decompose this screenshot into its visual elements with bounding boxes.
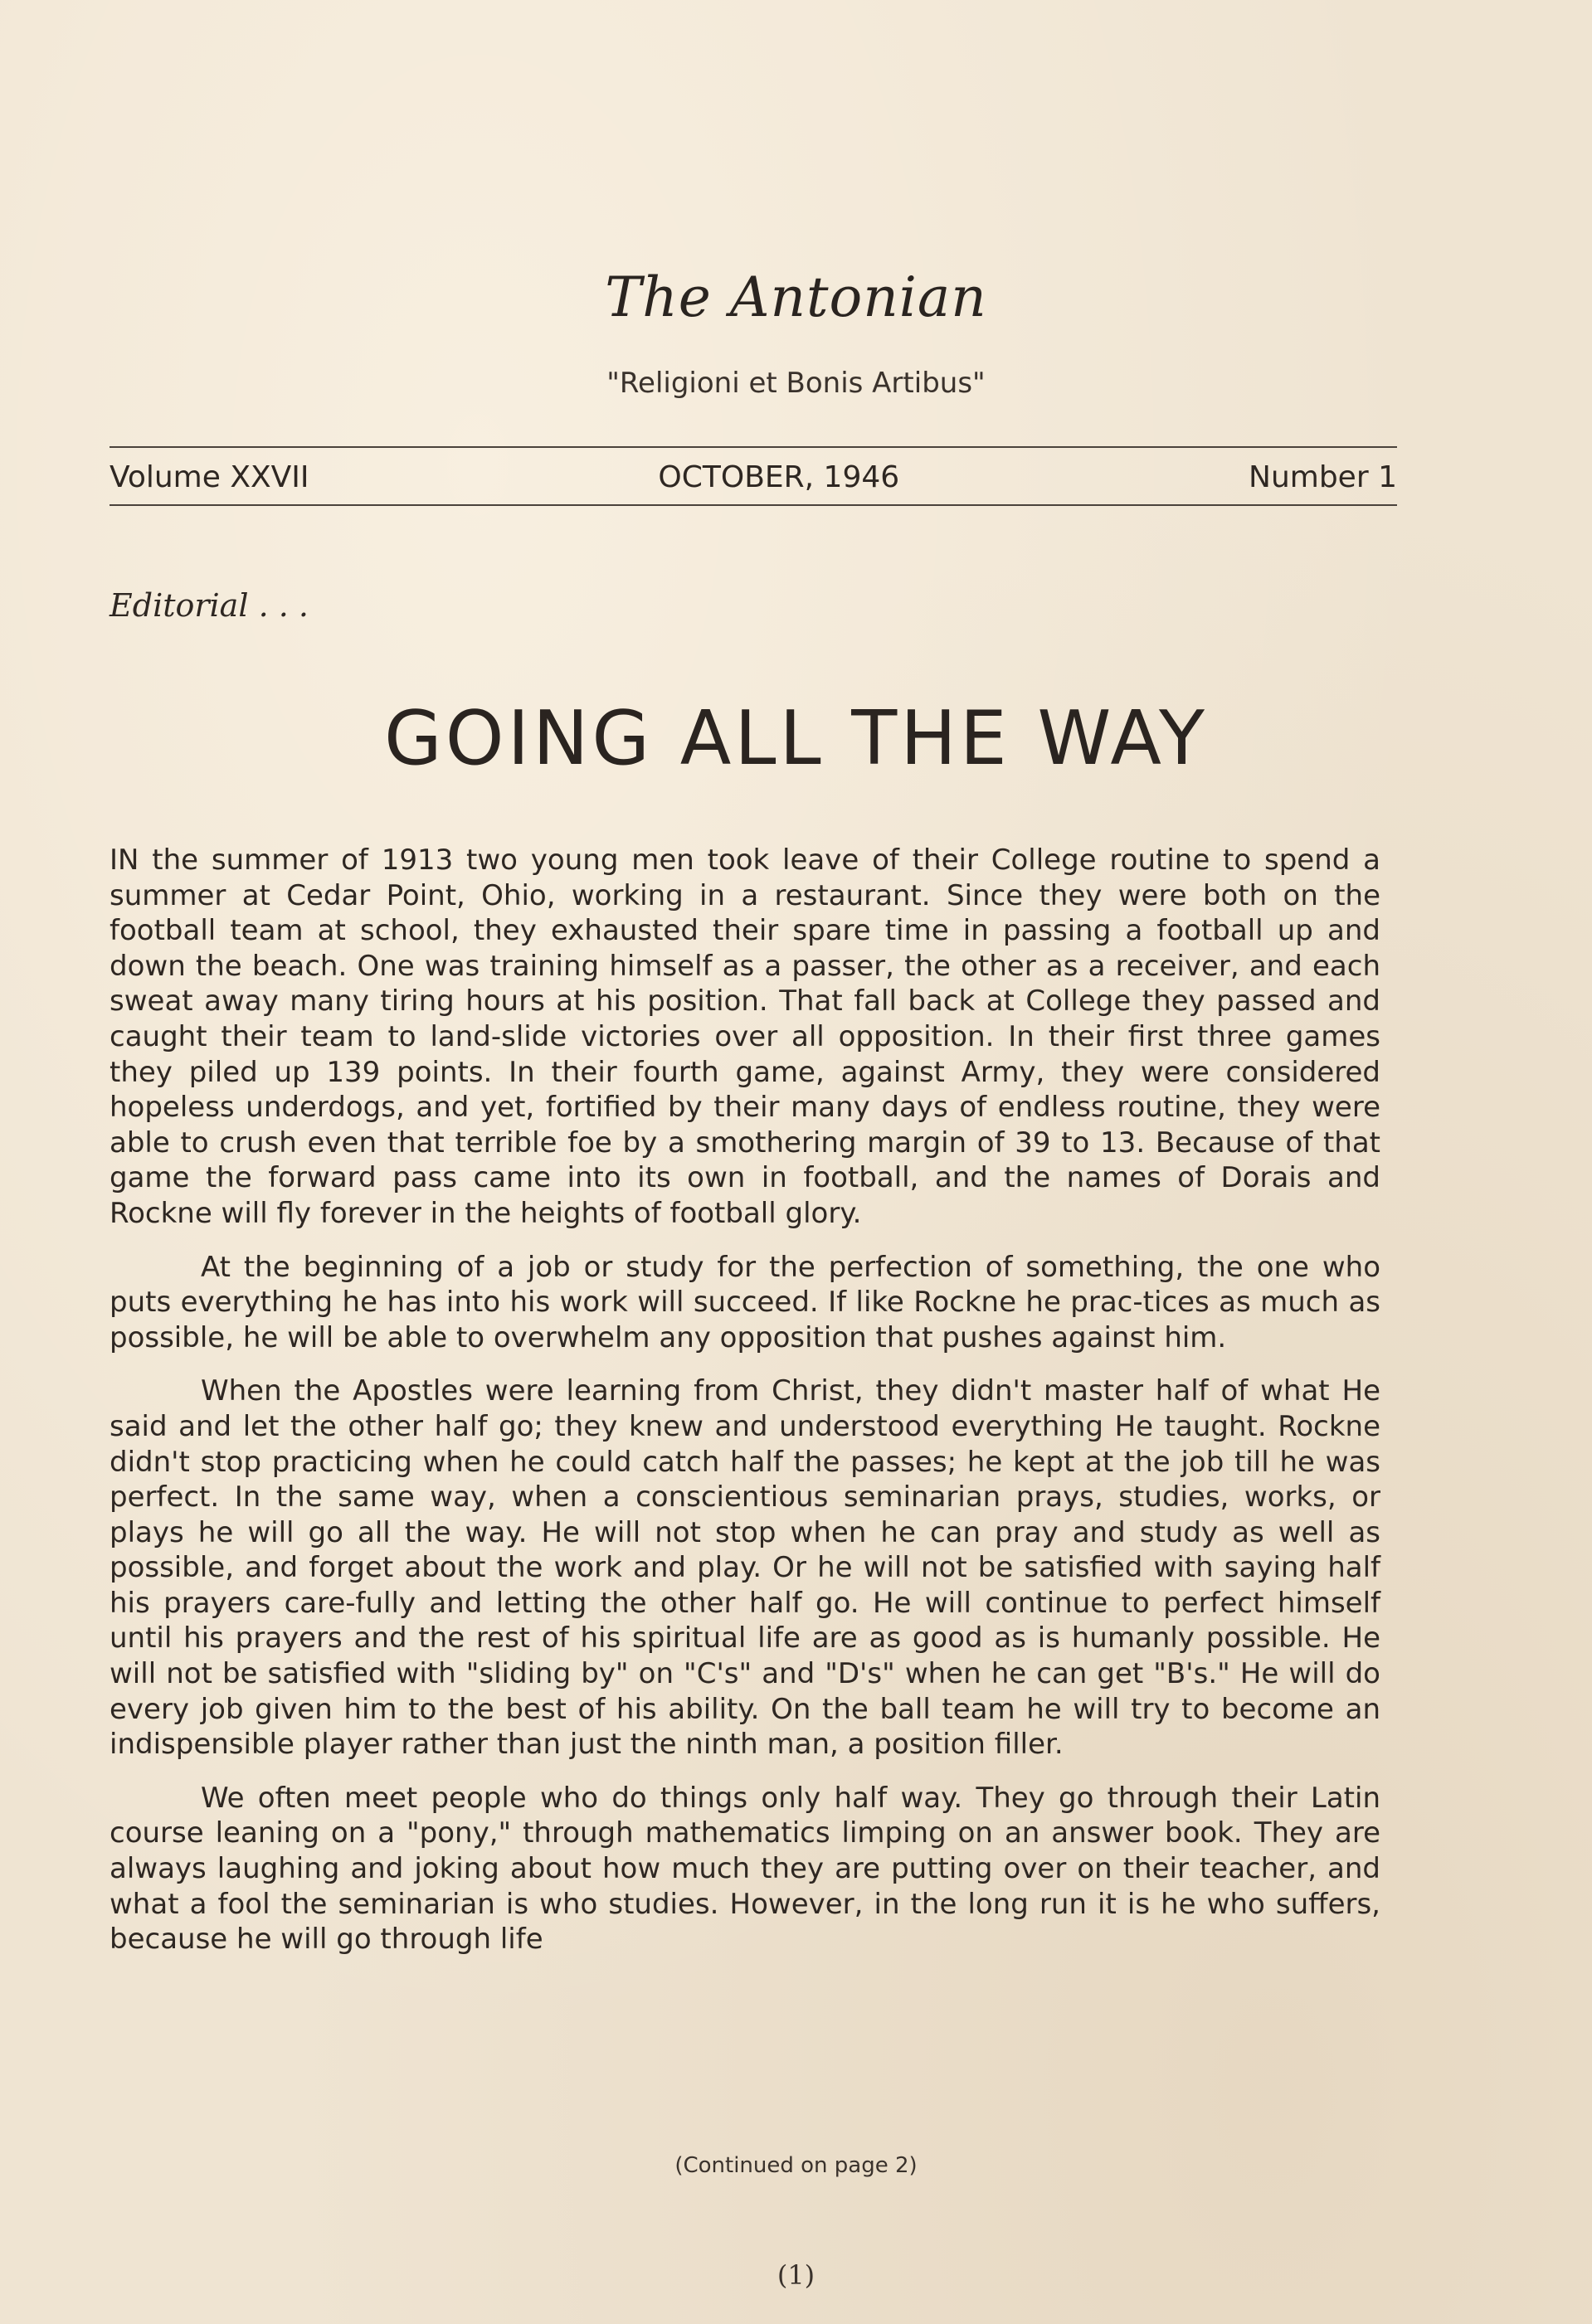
continued-note: (Continued on page 2) [674, 2153, 918, 2178]
article-paragraph: At the beginning of a job or study for the perfection of something, the one who puts everything he has into his work will succeed. If like Rockne he prac-tices as much as possible, he will be able to overwhelm any opposition that pushes against him. [110, 1250, 1380, 1354]
masthead-motto: "Religioni et Bonis Artibus" [606, 367, 986, 400]
issue-number: Number 1 [1249, 459, 1397, 494]
article-paragraph: IN the summer of 1913 two young men took leave of their College routine to spend a summer at Cedar Point, Ohio, working in a restaurant. Since they were both on the football team at school, they exhausted their spare time in passing a football up and down the beach. One was training himself as a passer, the other as a receiver, and each sweat away many tiring hours at his position. That fall back at College they passed and caught their team to land-slide victories over all opposition. In their first three games they piled up 139 points. In their fourth game, against Army, they were considered hopeless underdogs, and yet, fortified by their many days of endless routine, they were able to crush even that terrible foe by a smothering margin of 39 to 13. Because of that game the forward pass came into its own in football, and the names of Dorais and Rockne will fly forever in the heights of football glory. [110, 844, 1380, 1230]
masthead-title: The Antonian [605, 265, 987, 329]
issue-date: OCTOBER, 1946 [658, 459, 900, 494]
issue-info-row [110, 456, 1397, 498]
page-number: (1) [777, 2259, 815, 2291]
article-headline: GOING ALL THE WAY [383, 695, 1208, 782]
section-label: Editorial . . . [110, 587, 309, 624]
bottom-rule [110, 504, 1397, 506]
top-rule [110, 446, 1397, 448]
article-paragraph: When the Apostles were learning from Christ, they didn't master half of what He said and let the other half go; they knew and understood everything He taught. Rockne didn't stop practicing when he could catch half the passes; he kept at the job till he was perfect. In the same way, when a conscientious seminarian prays, studies, works, or plays he will go all the way. He will not stop when he can pray and study as well as possible, and forget about the work and play. Or he will not be satisfied with saying half his prayers care-fully and letting the other half go. He will continue to perfect himself until his prayers and the rest of his spiritual life are as good as is humanly possible. He will not be satisfied with "sliding by" on "C's" and "D's" when he can get "B's." He will do every job given him to the best of his ability. On the ball team he will try to become an indispensible player rather than just the ninth man, a position filler. [110, 1374, 1380, 1762]
article-paragraph: We often meet people who do things only half way. They go through their Latin course leaning on a "pony," through mathematics limping on an answer book. They are always laughing and joking about how much they are putting over on their teacher, and what a fool the seminarian is who studies. However, in the long run it is he who suffers, because he will go through life [110, 1781, 1380, 1957]
volume-label: Volume XXVII [110, 459, 309, 494]
article-body [110, 843, 1380, 1976]
